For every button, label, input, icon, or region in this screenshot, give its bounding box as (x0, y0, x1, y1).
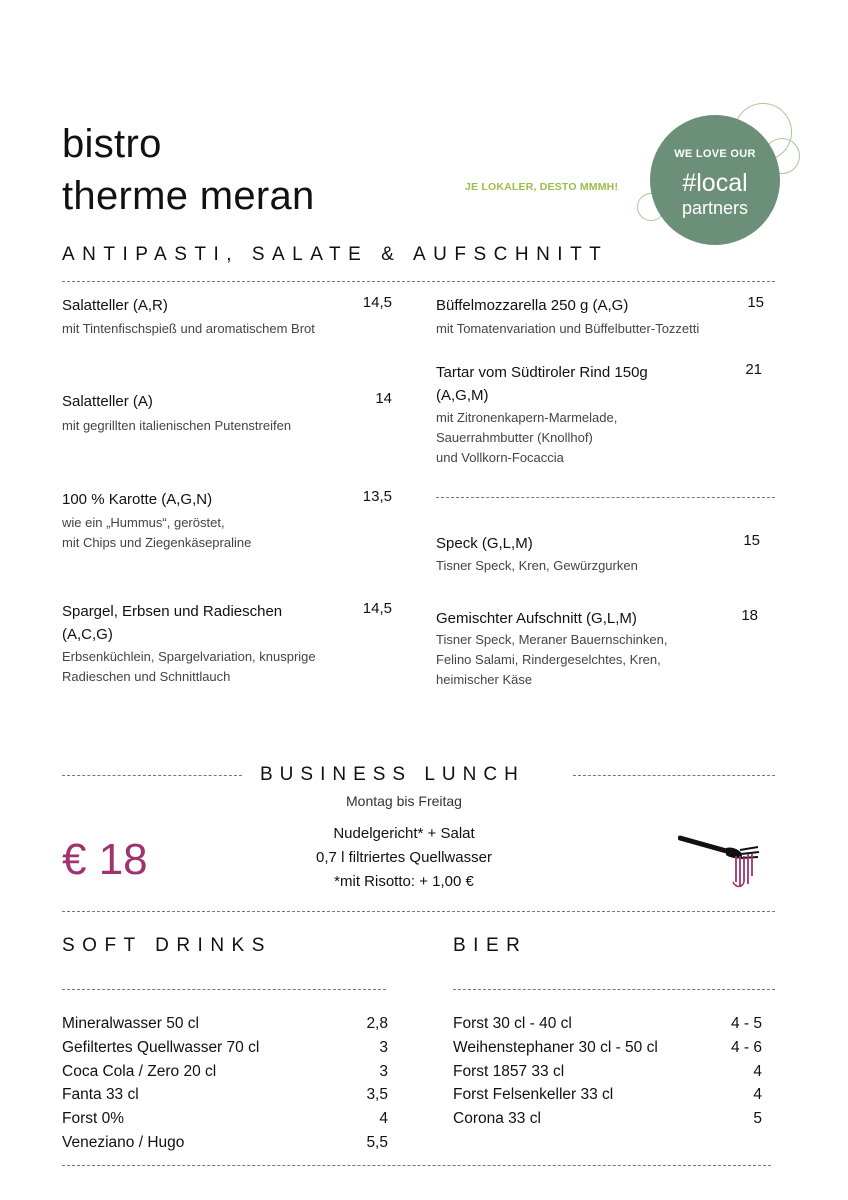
list-item (453, 1083, 762, 1107)
item-description: mit Zitronenkapern-Marmelade, (436, 410, 618, 425)
section-heading-bier: BIER (453, 935, 528, 956)
badge-line-3: partners (681, 198, 749, 218)
item-description: wie ein „Hummus“, geröstet, (62, 515, 225, 530)
list-item (62, 1083, 388, 1107)
divider (573, 775, 775, 776)
drink-price: 5,5 (366, 1133, 388, 1151)
item-price: 14 (375, 390, 392, 407)
divider (62, 281, 775, 282)
badge-line-1: WE LOVE OUR (674, 148, 756, 160)
menu-item (436, 361, 764, 468)
business-lunch-line: *mit Risotto: + 1,00 € (334, 873, 474, 890)
drink-price: 3 (379, 1038, 388, 1056)
section-heading-business-lunch: BUSINESS LUNCH (260, 764, 525, 785)
item-name: (A,G,M) (436, 387, 489, 404)
drink-name: Coca Cola / Zero 20 cl (62, 1062, 217, 1080)
drink-list-bier (453, 1012, 762, 1131)
item-description: Felino Salami, Rindergeselchtes, Kren, (436, 652, 661, 667)
list-item (62, 1060, 388, 1084)
business-lunch-price: € 18 (62, 835, 148, 884)
item-description: mit Chips und Ziegenkäsepraline (62, 535, 252, 550)
drink-price: 5 (753, 1110, 762, 1128)
item-name: Speck (G,L,M) (436, 535, 533, 552)
drink-price: 4 (753, 1086, 762, 1104)
drink-price: 4 (379, 1110, 388, 1128)
section-heading-soft-drinks: SOFT DRINKS (62, 935, 272, 956)
list-item (62, 1012, 388, 1036)
divider (453, 989, 775, 990)
item-description: Radieschen und Schnittlauch (62, 669, 231, 684)
item-price: 15 (747, 294, 764, 311)
divider (62, 911, 775, 912)
menu-item (436, 607, 758, 690)
item-name: Salatteller (A) (62, 393, 153, 410)
drink-price: 4 - 5 (730, 1015, 762, 1032)
item-price: 14,5 (362, 600, 392, 617)
menu-item (62, 294, 392, 339)
menu-item (62, 488, 392, 553)
badge-line-2: #local (682, 169, 748, 197)
item-name: Salatteller (A,R) (62, 297, 168, 314)
drink-name: Mineralwasser 50 cl (62, 1015, 199, 1032)
item-name: Tartar vom Südtiroler Rind 150g (436, 364, 648, 381)
menu-item (62, 390, 392, 436)
item-name: Büffelmozzarella 250 g (A,G) (436, 297, 629, 314)
item-description: mit Tomatenvariation und Büffelbutter-Tozzetti (436, 321, 700, 336)
business-lunch-line: Nudelgericht* + Salat (333, 825, 475, 842)
drink-name: Gefiltertes Quellwasser 70 cl (62, 1038, 260, 1056)
item-description: heimischer Käse (436, 672, 533, 687)
fork-with-pasta-icon (678, 832, 762, 890)
local-partners-badge (650, 115, 780, 245)
item-description: mit Tintenfischspieß und aromatischem Brot (62, 321, 315, 336)
item-name: Spargel, Erbsen und Radieschen (62, 603, 283, 620)
divider (62, 775, 242, 776)
item-description: Tisner Speck, Kren, Gewürzgurken (436, 558, 638, 573)
divider (62, 1165, 771, 1166)
drink-price: 4 - 6 (730, 1038, 762, 1056)
list-item (453, 1036, 762, 1060)
drink-name: Weihenstephaner 30 cl - 50 cl (453, 1038, 658, 1056)
business-lunch-subtitle: Montag bis Freitag (346, 793, 462, 809)
drink-price: 3 (379, 1062, 388, 1080)
divider (436, 497, 775, 498)
drink-name: Forst 0% (62, 1110, 125, 1128)
list-item (62, 1107, 388, 1131)
drink-list-soft (62, 1012, 388, 1155)
drink-name: Forst Felsenkeller 33 cl (453, 1086, 614, 1104)
business-lunch-details (244, 822, 564, 894)
item-price: 14,5 (362, 294, 392, 311)
item-description: und Vollkorn-Focaccia (436, 450, 564, 465)
list-item (62, 1131, 388, 1155)
menu-item (436, 294, 764, 339)
drink-name: Veneziano / Hugo (62, 1133, 185, 1151)
business-lunch-line: 0,7 l filtriertes Quellwasser (316, 849, 492, 866)
list-item (62, 1036, 388, 1060)
divider (62, 989, 386, 990)
title-line-1: bistro (62, 122, 162, 166)
drink-name: Corona 33 cl (453, 1110, 541, 1128)
tagline: JE LOKALER, DESTO MMMH! (465, 181, 619, 193)
item-name: (A,C,G) (62, 626, 113, 643)
item-description: Tisner Speck, Meraner Bauernschinken, (436, 632, 668, 647)
item-price: 18 (741, 607, 758, 624)
list-item (453, 1107, 762, 1131)
item-price: 15 (743, 532, 760, 549)
drink-name: Forst 30 cl - 40 cl (453, 1015, 572, 1032)
item-description: mit gegrillten italienischen Putenstreifen (62, 418, 292, 433)
item-description: Sauerrahmbutter (Knollhof) (436, 430, 593, 445)
menu-item (62, 600, 392, 687)
menu-item (436, 532, 760, 576)
drink-price: 2,8 (366, 1015, 388, 1032)
item-description: Erbsenküchlein, Spargelvariation, knusprige (62, 649, 316, 664)
drink-name: Forst 1857 33 cl (453, 1062, 565, 1080)
drink-price: 3,5 (366, 1086, 388, 1104)
drink-name: Fanta 33 cl (62, 1086, 139, 1104)
item-price: 21 (745, 361, 762, 378)
section-heading-antipasti: ANTIPASTI, SALATE & AUFSCHNITT (62, 244, 609, 265)
list-item (453, 1012, 762, 1036)
item-name: Gemischter Aufschnitt (G,L,M) (436, 610, 637, 627)
item-name: 100 % Karotte (A,G,N) (62, 491, 213, 508)
drink-price: 4 (753, 1062, 762, 1080)
item-price: 13,5 (362, 488, 392, 505)
title-line-2: therme meran (62, 174, 315, 218)
list-item (453, 1060, 762, 1084)
